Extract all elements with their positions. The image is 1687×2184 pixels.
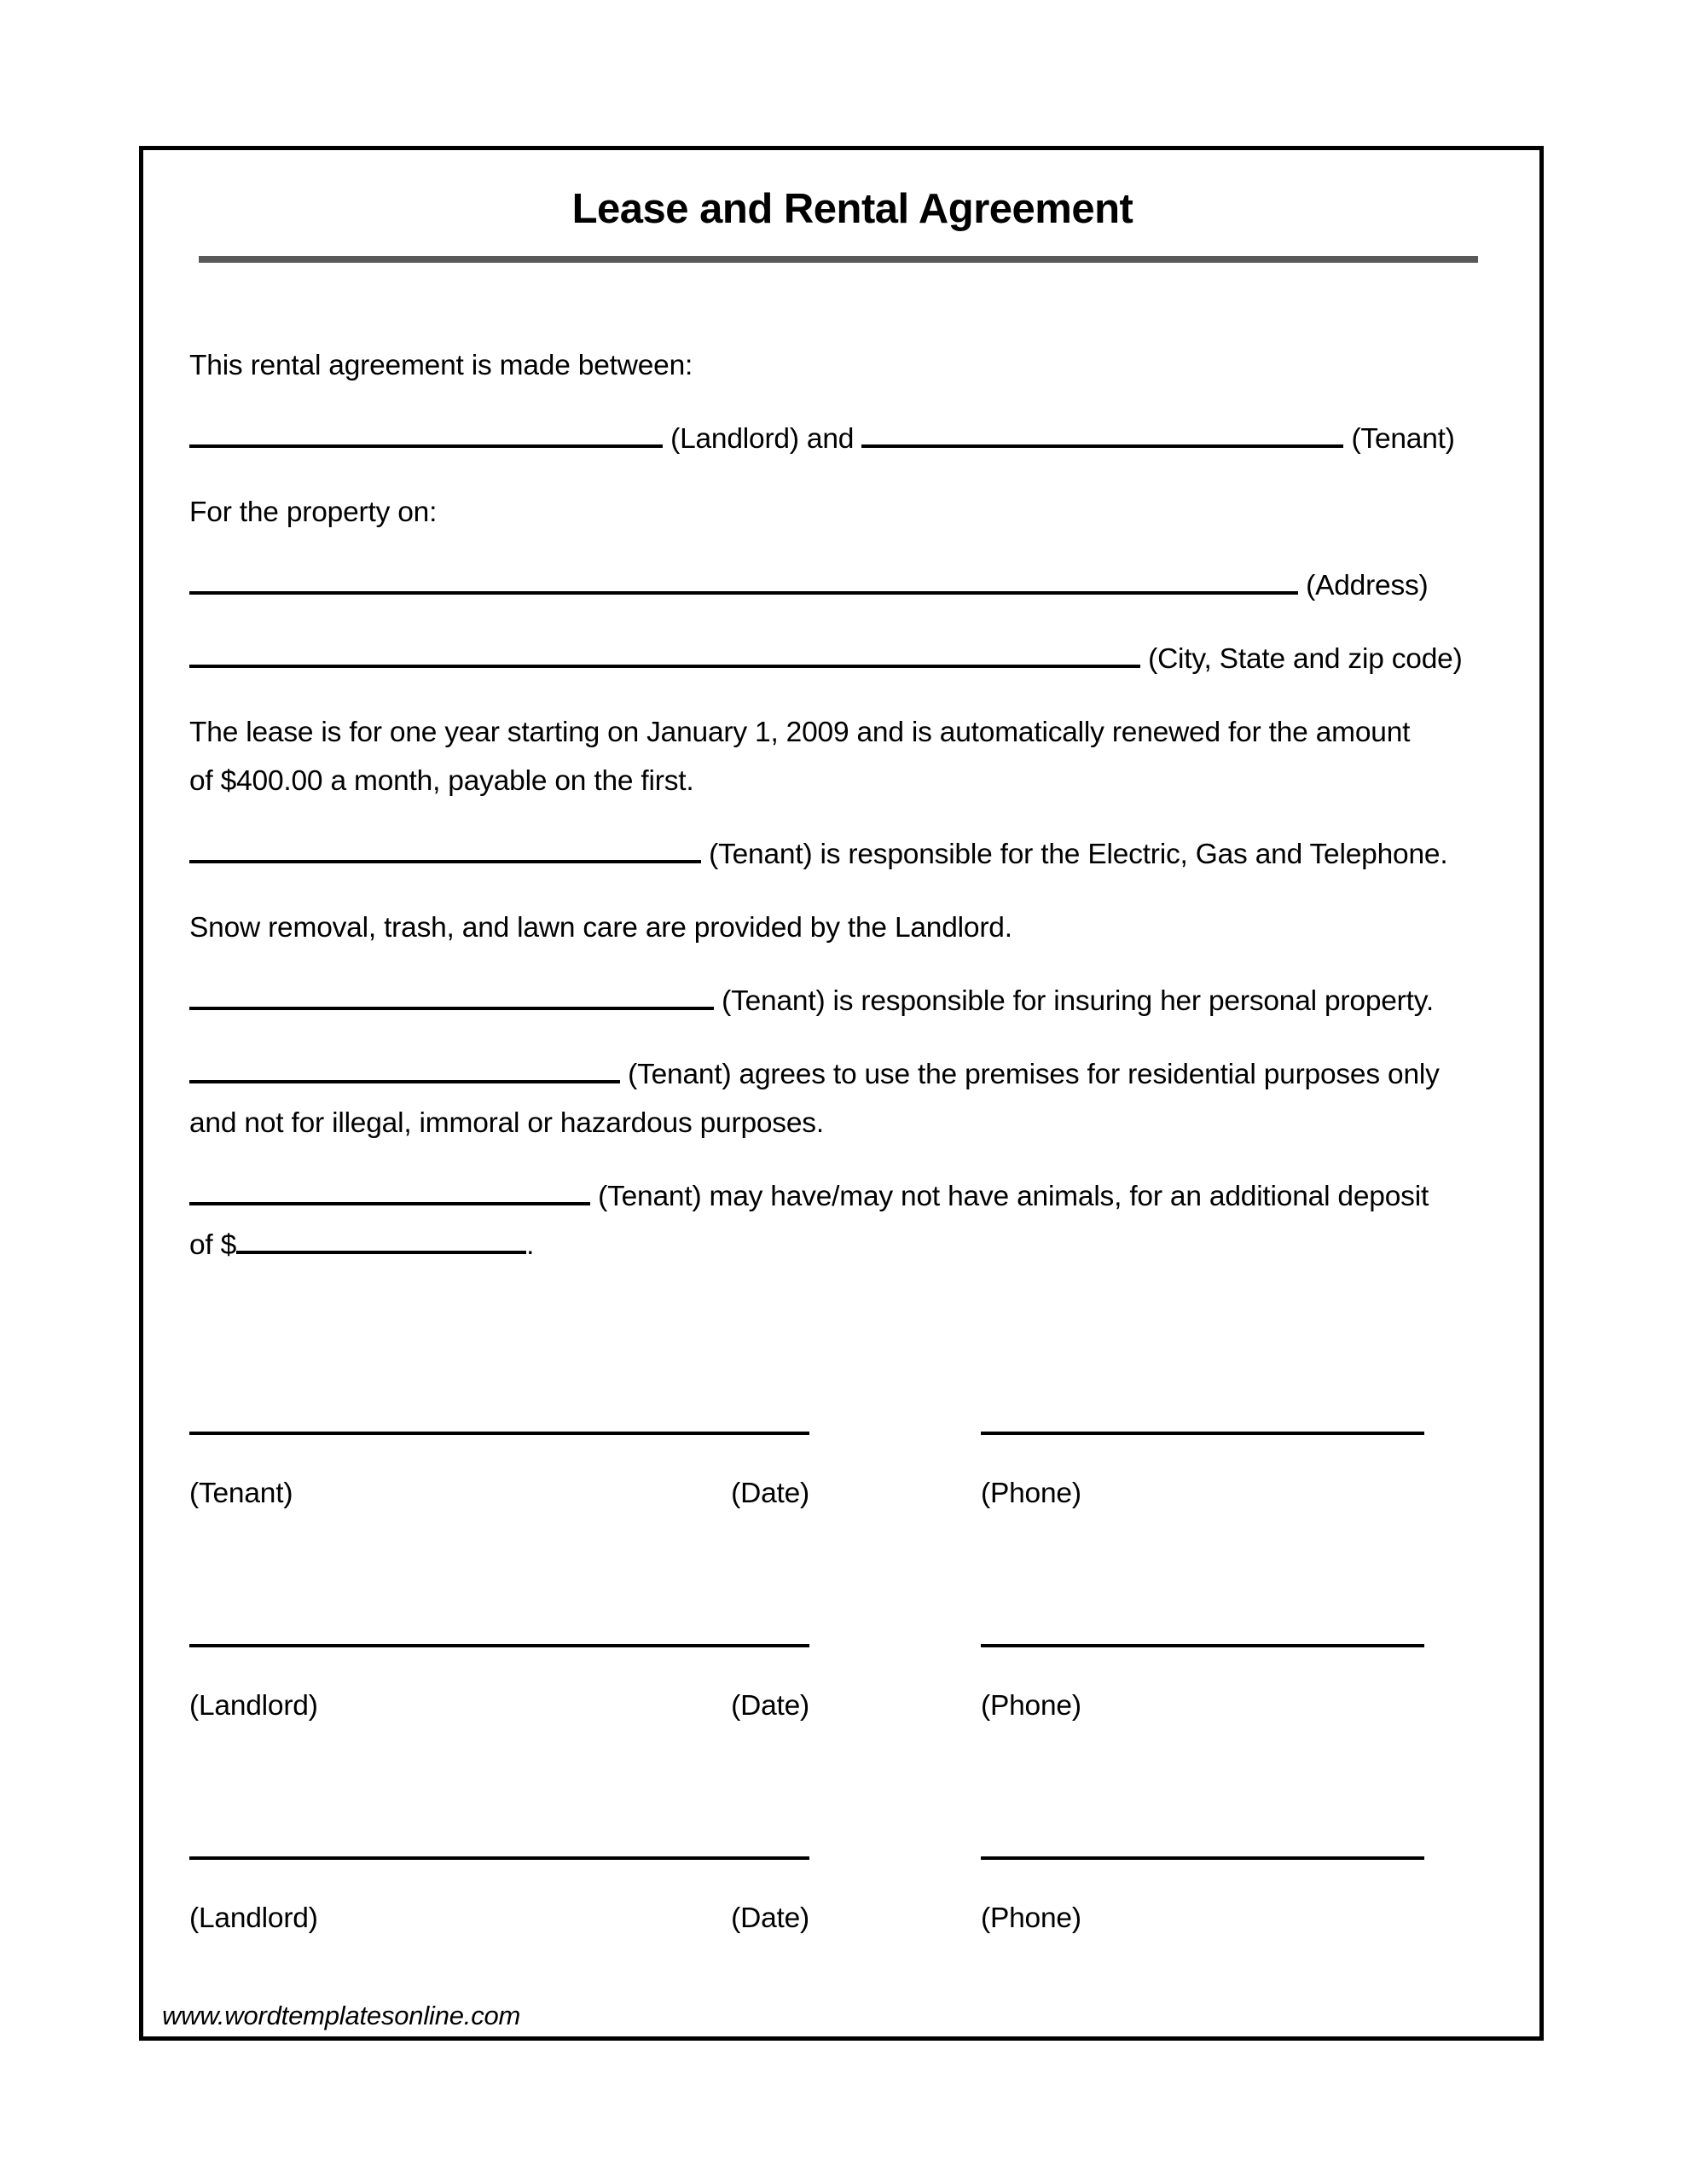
document-title: Lease and Rental Agreement: [571, 186, 1133, 232]
utilities-tenant-blank[interactable]: [189, 855, 701, 863]
lease-term-line2: of $400.00 a month, payable on the first.: [189, 765, 694, 797]
landlord1-phone-line[interactable]: [981, 1644, 1424, 1647]
lease-term-line1: The lease is for one year starting on January 1, 2009 and is automatically renewed for the amount: [189, 717, 1411, 748]
document-content: [143, 181, 1539, 1943]
signature-col-left: [189, 1432, 809, 1518]
animals-tenant-blank[interactable]: [189, 1197, 590, 1205]
landlord2-signature-line[interactable]: [189, 1856, 809, 1860]
address-label: (Address): [1306, 570, 1429, 601]
signature-row-landlord-2: [189, 1856, 1516, 1943]
address-blank[interactable]: [189, 586, 1298, 595]
landlord2-phone-label: (Phone): [981, 1902, 1081, 1934]
tenant-signature-label: (Tenant): [189, 1478, 293, 1509]
signature-col-right: [981, 1856, 1424, 1943]
landlord2-phone-line[interactable]: [981, 1856, 1424, 1860]
tenant-label: (Tenant): [1351, 423, 1455, 455]
insurance-text: (Tenant) is responsible for insuring her personal property.: [722, 985, 1434, 1017]
tenant-phone-line[interactable]: [981, 1432, 1424, 1435]
landlord1-date-label: (Date): [731, 1690, 809, 1722]
intro-paragraph: This rental agreement is made between:: [189, 350, 693, 381]
address-line: [189, 561, 1516, 610]
deposit-suffix: .: [526, 1229, 535, 1261]
tenant-phone-label: (Phone): [981, 1478, 1081, 1509]
landlord-name-blank[interactable]: [189, 439, 663, 448]
tenant-signature-line[interactable]: [189, 1432, 809, 1435]
deposit-prefix: of $: [189, 1229, 237, 1261]
signature-col-right: [981, 1432, 1424, 1518]
residential-use-paragraph: [189, 1050, 1516, 1147]
signature-col-left: [189, 1856, 809, 1943]
signature-col-right: [981, 1644, 1424, 1730]
animals-paragraph: [189, 1172, 1516, 1269]
landlord1-signature-label: (Landlord): [189, 1690, 318, 1722]
residential-tenant-blank[interactable]: [189, 1075, 620, 1083]
utilities-text: (Tenant) is responsible for the Electric, Gas and Telephone.: [709, 839, 1448, 870]
landlord2-signature-label: (Landlord): [189, 1902, 318, 1934]
city-state-zip-label: (City, State and zip code): [1148, 643, 1463, 675]
parties-line: [189, 415, 1516, 463]
lease-term-paragraph: [189, 708, 1516, 805]
landlord1-signature-line[interactable]: [189, 1644, 809, 1647]
landlord-services-line: Snow removal, trash, and lawn care are provided by the Landlord.: [189, 912, 1012, 944]
website-footer: www.wordtemplatesonline.com: [162, 2001, 521, 2030]
landlord2-date-label: (Date): [731, 1902, 809, 1934]
tenant-name-blank[interactable]: [861, 439, 1343, 448]
signature-section: [189, 1432, 1516, 1943]
title-underline-rule: [199, 256, 1478, 263]
utilities-line: [189, 830, 1516, 879]
signature-row-landlord-1: [189, 1644, 1516, 1730]
city-state-zip-blank[interactable]: [189, 659, 1140, 668]
signature-col-left: [189, 1644, 809, 1730]
document-page: [139, 146, 1544, 2041]
insurance-line: [189, 977, 1516, 1025]
signature-row-tenant: [189, 1432, 1516, 1518]
tenant-date-label: (Date): [731, 1478, 809, 1509]
landlord1-phone-label: (Phone): [981, 1690, 1081, 1722]
deposit-amount-blank[interactable]: [236, 1246, 526, 1254]
landlord-label: (Landlord) and: [670, 423, 855, 455]
residential-text-line1: (Tenant) agrees to use the premises for residential purposes only: [628, 1059, 1440, 1090]
city-state-zip-line: [189, 635, 1516, 683]
animals-text-line1: (Tenant) may have/may not have animals, for an additional deposit: [598, 1181, 1429, 1212]
residential-text-line2: and not for illegal, immoral or hazardous purposes.: [189, 1107, 824, 1139]
insurance-tenant-blank[interactable]: [189, 1002, 714, 1010]
property-heading: For the property on:: [189, 497, 438, 528]
